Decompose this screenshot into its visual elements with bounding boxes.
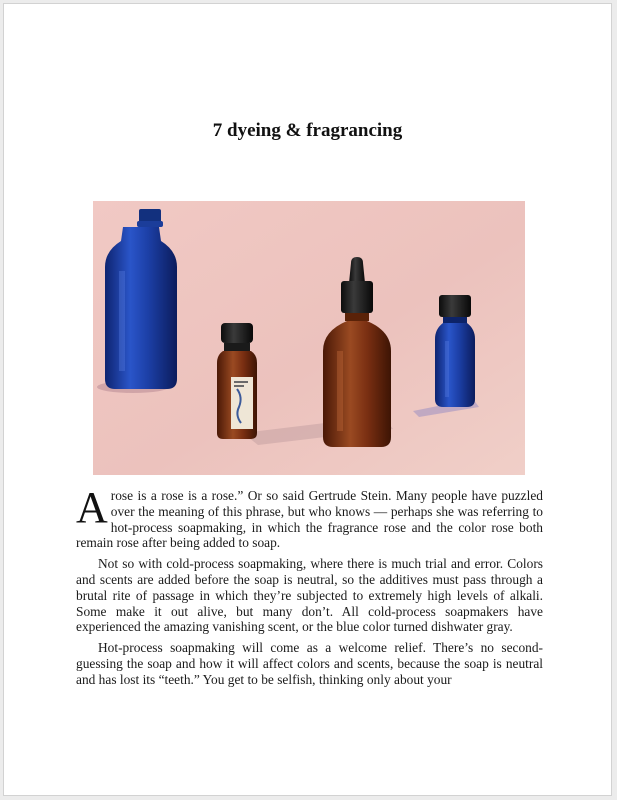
paragraph-2: Not so with cold-process soapmaking, where there is much trial and error. Colors and scents are added before the soap is neutral, so the additives must pass through a brutal rite of passage in which they’re subjected to extremely high levels of alkali. Some make it out alive, but many don’t. All cold-process soapmakers have experienced the amazing vanishing scent, or the blue color turned dishwater gray. (76, 556, 543, 635)
paragraph-1 (76, 483, 543, 551)
paragraph-text: rose is a rose is a rose.” Or so said Gertrude Stein. Many people have puzzled over the meaning of this phrase, but who knows — perhaps she was referring to hot-process soapmaking, in which the fragrance rose and the color rose both remain rose after being added to soap. (76, 488, 543, 551)
photo-of-bottles (93, 201, 525, 475)
body-text (76, 483, 543, 688)
bottles-illustration (93, 201, 525, 475)
drop-cap: A (76, 483, 108, 532)
chapter-title: 7 dyeing & fragrancing (212, 120, 403, 141)
paragraph-3: Hot-process soapmaking will come as a welcome relief. There’s no second-guessing the soap and how it will affect colors and scents, because the soap is neutral and has lost its “teeth.” You get to be selfish, thinking only about your (76, 640, 543, 687)
cobalt-bottle-small (435, 295, 475, 407)
amber-bottle-small (217, 323, 257, 439)
document-page (3, 3, 612, 796)
